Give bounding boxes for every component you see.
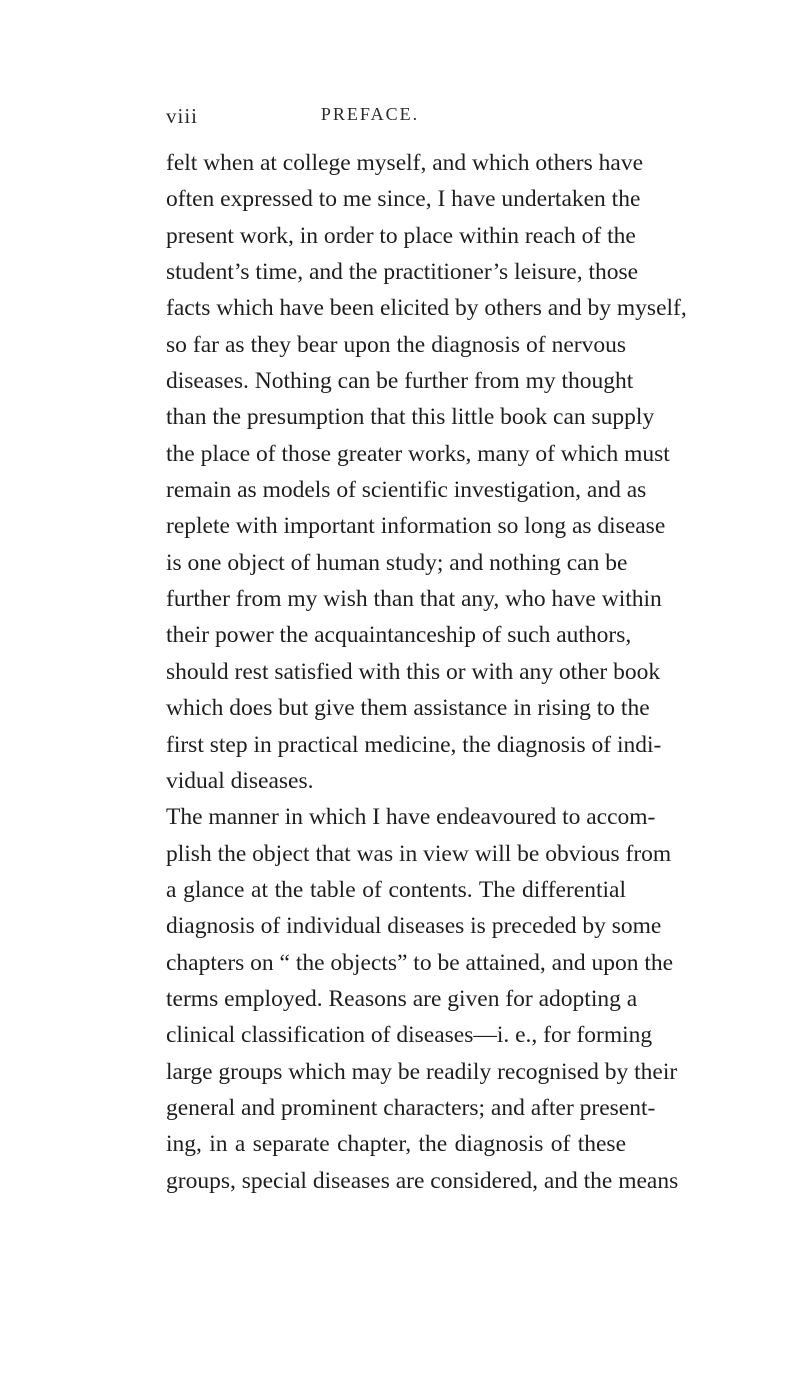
- text-line: diagnosis of individual diseases is preceded by some: [166, 913, 662, 940]
- text-line: their power the acquaintanceship of such authors,: [166, 622, 632, 649]
- text-line: replete with important information so long as disease: [166, 513, 666, 540]
- text-line: further from my wish than that any, who have within: [166, 586, 662, 613]
- text-line: groups, special diseases are considered, and the means: [166, 1167, 679, 1194]
- text-line: felt when at college myself, and which others have: [166, 150, 644, 176]
- text-line: diseases. Nothing can be further from my thought: [166, 368, 634, 395]
- text-line: remain as models of scientific investigation, and as: [166, 477, 647, 504]
- text-line: the place of those greater works, many of which must: [166, 440, 670, 467]
- running-title: PREFACE.: [320, 104, 420, 124]
- text-line: than the presumption that this little book can supply: [166, 404, 655, 431]
- text-line: which does but give them assistance in rising to the: [166, 695, 650, 722]
- text-line: The manner in which I have endeavoured to accom-: [166, 804, 656, 831]
- text-line: terms employed. Reasons are given for adopting a: [166, 985, 638, 1012]
- text-line: present work, in order to place within reach of the: [166, 222, 636, 249]
- text-line: student’s time, and the practitioner’s leisure, those: [166, 259, 639, 286]
- running-head: [166, 104, 626, 128]
- text-line: plish the object that was in view will be obvious from: [166, 840, 672, 867]
- text-line: is one object of human study; and nothing can be: [166, 549, 628, 576]
- body-text: [166, 145, 687, 1199]
- text-line: often expressed to me since, I have undertaken the: [166, 186, 641, 213]
- text-line: should rest satisfied with this or with any other book: [166, 658, 661, 685]
- text-line: first step in practical medicine, the diagnosis of indi-: [166, 731, 662, 758]
- text-line: vidual diseases.: [166, 767, 314, 794]
- text-line: a glance at the table of contents. The differential: [166, 876, 626, 903]
- text-line: facts which have been elicited by others and by myself,: [166, 295, 687, 322]
- text-line: large groups which may be readily recognised by their: [166, 1058, 678, 1085]
- page-number: viii: [166, 104, 199, 128]
- text-line: general and prominent characters; and after present-: [166, 1094, 656, 1121]
- text-line: clinical classification of diseases—i. e., for forming: [166, 1022, 653, 1049]
- text-line: chapters on “ the objects” to be attained, and upon the: [166, 949, 674, 976]
- text-line: so far as they bear upon the diagnosis of nervous: [166, 331, 626, 358]
- text-line: ing, in a separate chapter, the diagnosis of these: [166, 1131, 626, 1158]
